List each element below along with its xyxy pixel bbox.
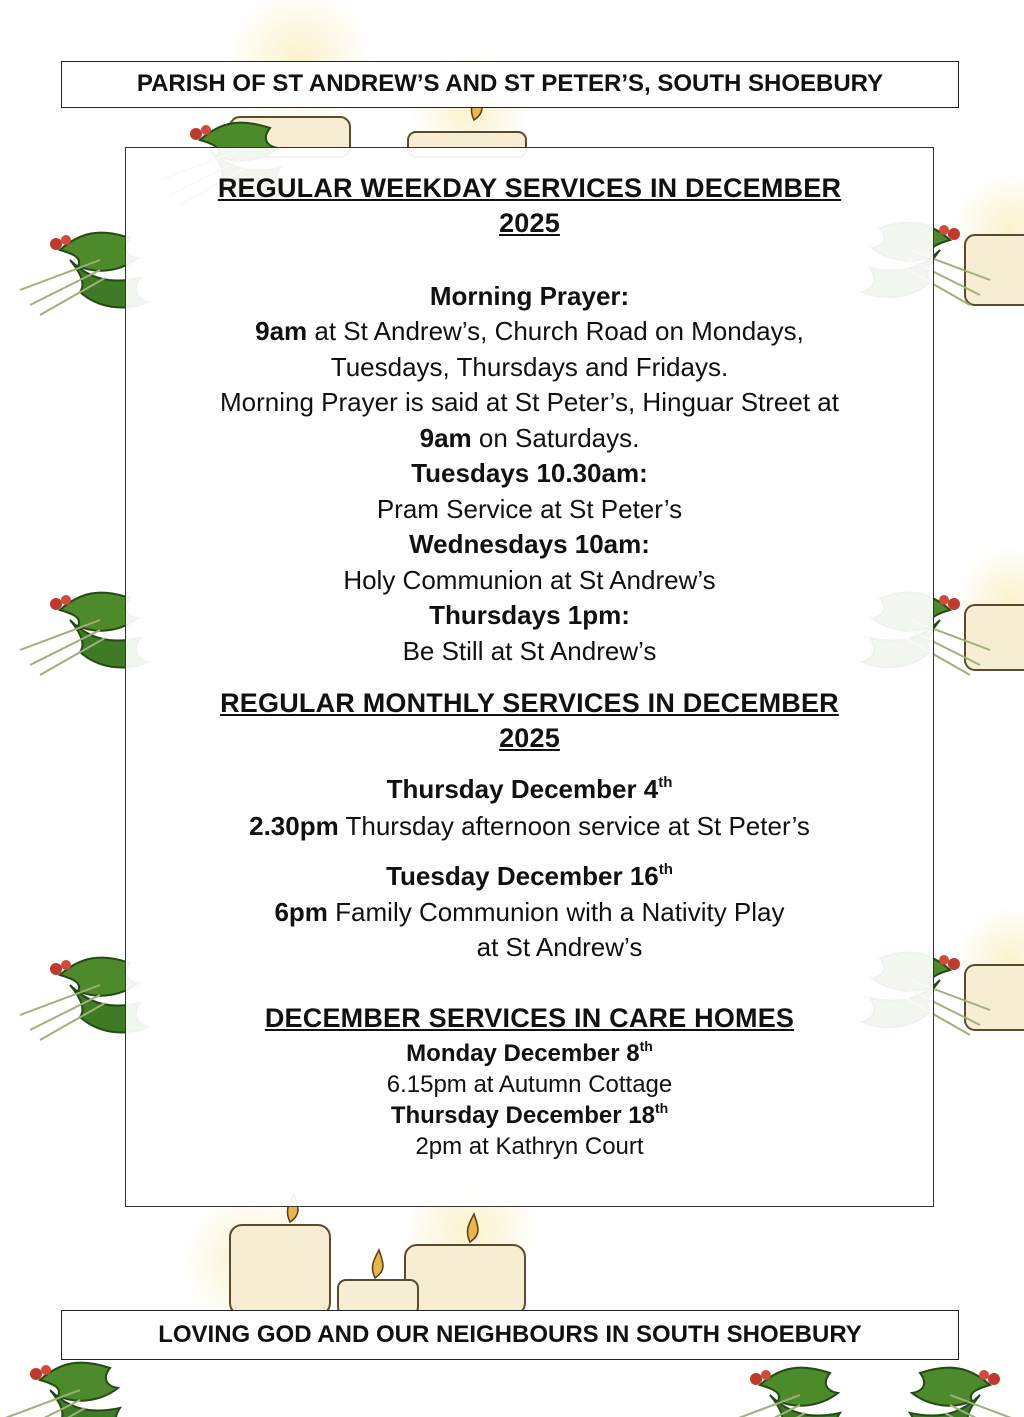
thursday-label: Thursdays 1pm: — [429, 600, 630, 630]
tuesday-desc: Pram Service at St Peter’s — [376, 494, 683, 524]
services-panel — [125, 147, 934, 1207]
event2-desc-line2: at St Andrew’s — [476, 932, 643, 962]
event2-date: Tuesday December 16th — [386, 861, 673, 891]
morning-prayer-line3: Morning Prayer is said at St Peter’s, Hinguar Street at — [220, 387, 839, 417]
parish-title: PARISH OF ST ANDREW’S AND ST PETER’S, SOUTH SHOEBURY — [136, 70, 884, 97]
thursday-desc: Be Still at St Andrew’s — [402, 636, 657, 666]
event1-date: Thursday December 4th — [386, 774, 673, 804]
parish-title-banner — [61, 61, 959, 108]
morning-prayer-line2: Tuesdays, Thursdays and Fridays. — [330, 352, 729, 382]
care1-desc: 6.15pm at Autumn Cottage — [386, 1071, 673, 1098]
weekday-heading-year: 2025 — [499, 208, 560, 238]
care2-desc: 2pm at Kathryn Court — [415, 1133, 644, 1160]
care-homes-heading: DECEMBER SERVICES IN CARE HOMES — [264, 1003, 795, 1033]
care1-date: Monday December 8th — [406, 1038, 653, 1067]
tuesday-label: Tuesdays 10.30am: — [411, 458, 648, 488]
motto: LOVING GOD AND OUR NEIGHBOURS IN SOUTH SHOEBURY — [158, 1321, 862, 1348]
morning-prayer-line1: 9am at St Andrew’s, Church Road on Mondays, — [255, 316, 804, 346]
morning-prayer-saturday: 9am on Saturdays. — [419, 423, 640, 453]
event1-desc: 2.30pm Thursday afternoon service at St Peter’s — [249, 811, 810, 841]
monthly-heading: REGULAR MONTHLY SERVICES IN DECEMBER — [220, 688, 839, 718]
event2-desc: 6pm Family Communion with a Nativity Play — [274, 897, 785, 927]
motto-banner — [61, 1310, 959, 1360]
monthly-heading-year: 2025 — [499, 723, 560, 753]
wednesday-desc: Holy Communion at St Andrew’s — [343, 565, 716, 595]
wednesday-label: Wednesdays 10am: — [409, 529, 650, 559]
care2-date: Thursday December 18th — [390, 1100, 669, 1129]
morning-prayer-label: Morning Prayer: — [429, 281, 630, 311]
weekday-heading: REGULAR WEEKDAY SERVICES IN DECEMBER — [217, 173, 842, 203]
